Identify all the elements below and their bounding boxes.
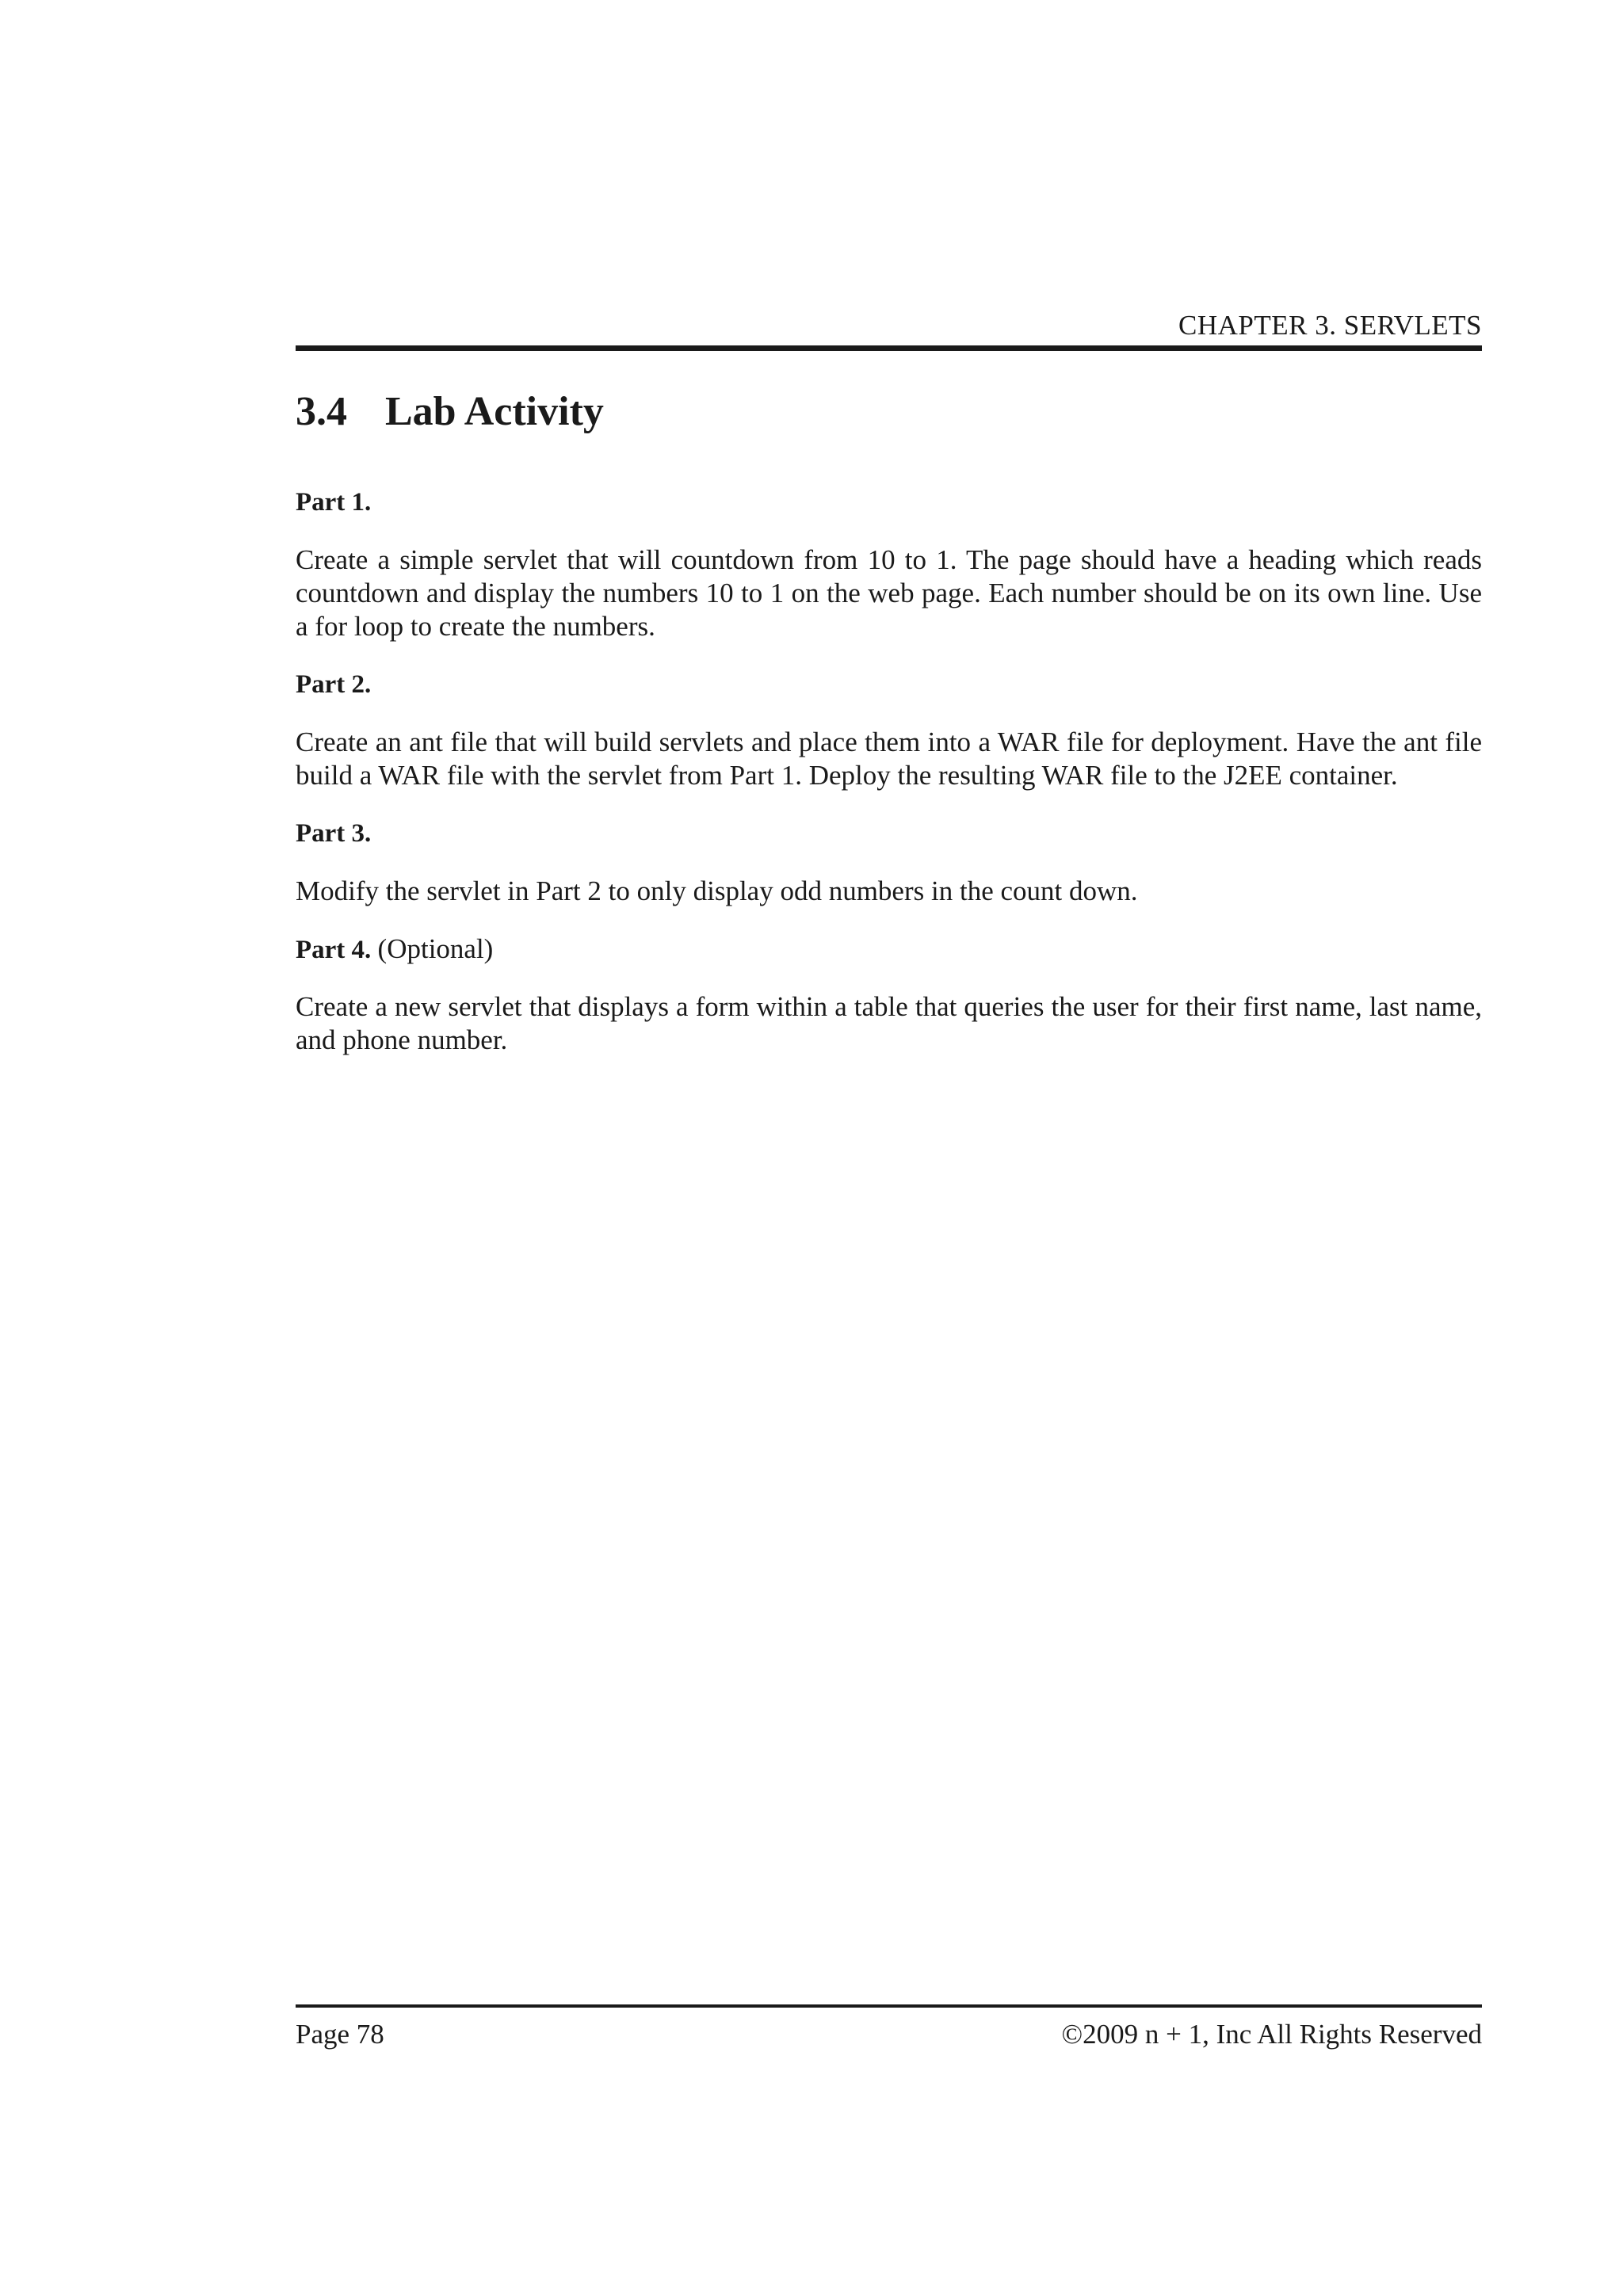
page-number: Page 78: [296, 2019, 384, 2050]
part-heading: [296, 932, 1482, 967]
document-page: [296, 0, 1482, 2296]
section-heading: [296, 387, 604, 437]
part-heading: [296, 816, 1482, 851]
running-header: CHAPTER 3. SERVLETS: [1178, 310, 1482, 341]
part-label: Part 3.: [296, 819, 372, 848]
section-title: Lab Activity: [385, 389, 604, 434]
copyright-notice: ©2009 n + 1, Inc All Rights Reserved: [1061, 2019, 1482, 2050]
header-rule: [296, 345, 1482, 351]
part-label: Part 2.: [296, 670, 372, 699]
section-number: 3.4: [296, 389, 347, 434]
part-heading: [296, 667, 1482, 702]
section-content: [296, 485, 1482, 1057]
part-paragraph: Create a simple servlet that will countdown from 10 to 1. The page should have a heading which reads countdown and display the numbers 10 to 1 on the web page. Each number should be on its own line. Use a for loop to create the numbers.: [296, 544, 1482, 642]
footer-rule: [296, 2004, 1482, 2008]
part-label: Part 1.: [296, 488, 372, 517]
part-paragraph: Create an ant file that will build servlets and place them into a WAR file for deployment. Have the ant file build a WAR file with the servlet from Part 1. Deploy the resulting WAR file to the J2EE container.: [296, 727, 1482, 791]
part-note: (Optional): [377, 933, 494, 964]
part-paragraph: Modify the servlet in Part 2 to only display odd numbers in the count down.: [296, 875, 1138, 906]
part-heading: [296, 485, 1482, 520]
part-label: Part 4.: [296, 936, 372, 964]
part-paragraph: Create a new servlet that displays a form within a table that queries the user for their first name, last name, and phone number.: [296, 991, 1482, 1055]
